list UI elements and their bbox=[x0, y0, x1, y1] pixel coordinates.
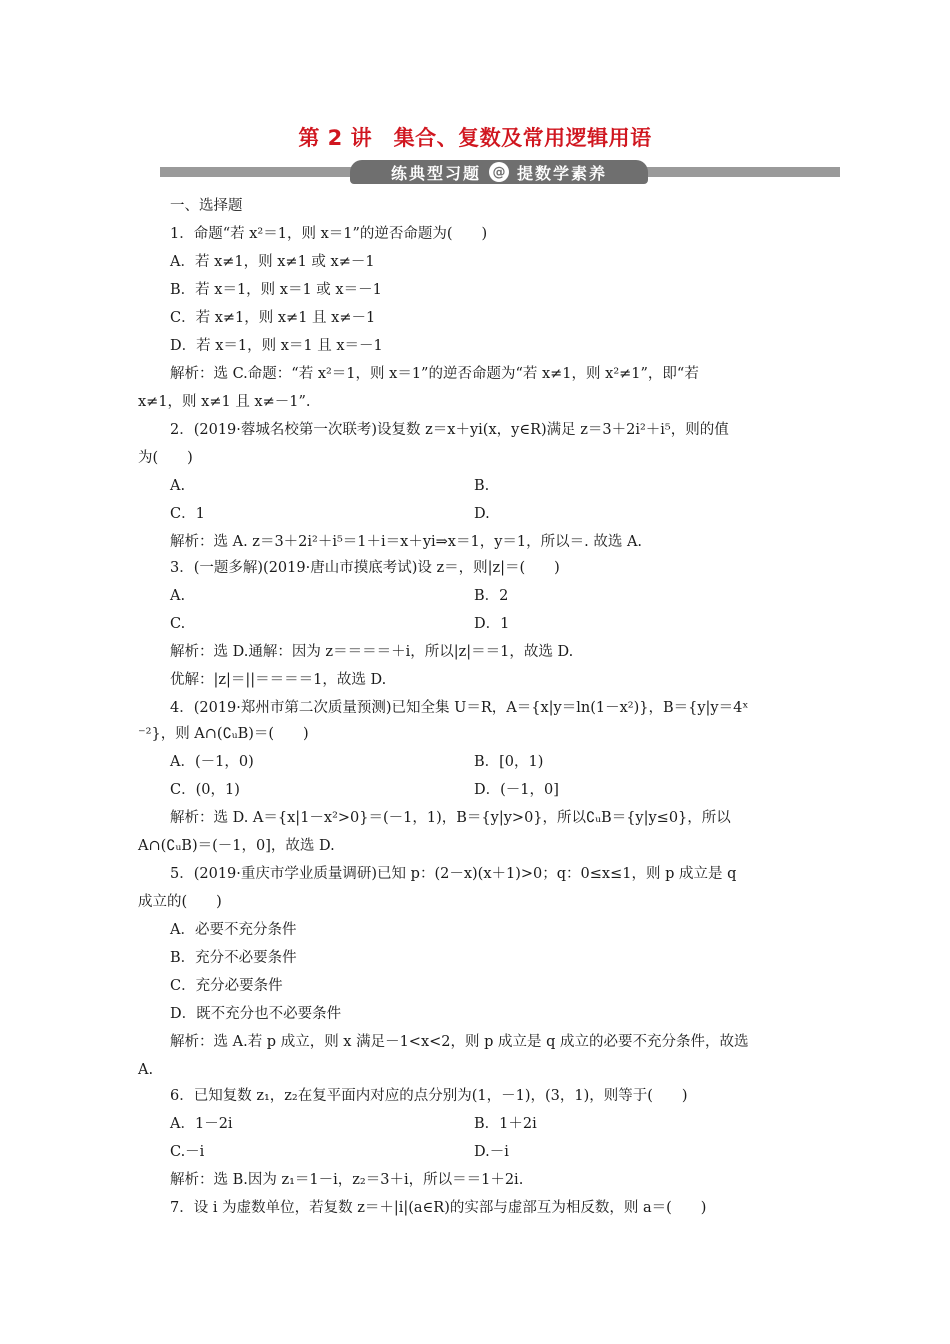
q3-analysis-line1: 解析：选 D.通解：因为 z＝＝＝＝＋i，所以|z|＝＝1，故选 D. bbox=[170, 644, 574, 660]
q2-analysis: 解析：选 A. z＝3＋2i²＋i⁵＝1＋i＝x＋yi⇒x＝1，y＝1，所以＝. 故选 A. bbox=[170, 534, 643, 550]
q6-option-d: D.－i bbox=[474, 1144, 509, 1160]
q1-option-a: A．若 x≠1，则 x≠1 或 x≠－1 bbox=[170, 254, 375, 270]
q4-stem-line2: ⁻²}，则 A∩(∁ᵤB)＝( ) bbox=[138, 726, 309, 742]
q5-option-c: C．充分必要条件 bbox=[170, 978, 283, 994]
q2-option-a: A. bbox=[170, 478, 186, 494]
q4-analysis-line2: A∩(∁ᵤB)＝(－1，0]，故选 D. bbox=[138, 838, 335, 854]
q7-stem: 7．设 i 为虚数单位，若复数 z＝＋|i|(a∈R)的实部与虚部互为相反数，则 a＝( ) bbox=[170, 1200, 707, 1216]
page-title: 第 2 讲 集合、复数及常用逻辑用语 bbox=[298, 126, 652, 150]
q4-option-b: B．[0，1) bbox=[474, 754, 544, 770]
banner-right-text: 提数学素养 bbox=[517, 163, 608, 183]
q3-stem: 3．(一题多解)(2019·唐山市摸底考试)设 z＝，则|z|＝( ) bbox=[170, 560, 560, 576]
q4-option-d: D．(－1，0] bbox=[474, 782, 559, 798]
q6-stem: 6．已知复数 z₁，z₂在复平面内对应的点分别为(1，－1)，(3，1)，则等于( ) bbox=[170, 1088, 688, 1104]
section-banner bbox=[160, 160, 840, 182]
q1-option-c: C．若 x≠1，则 x≠1 且 x≠－1 bbox=[170, 310, 376, 326]
q1-option-b: B．若 x＝1，则 x＝1 或 x＝－1 bbox=[170, 282, 382, 298]
q5-stem-line1: 5．(2019·重庆市学业质量调研)已知 p：(2－x)(x＋1)>0；q：0≤x≤1，则 p 成立是 q bbox=[170, 866, 737, 882]
q6-option-b: B．1＋2i bbox=[474, 1116, 537, 1132]
q2-stem-line1: 2．(2019·蓉城名校第一次联考)设复数 z＝x＋yi(x，y∈R)满足 z＝3＋2i²＋i⁵，则的值 bbox=[170, 422, 729, 438]
q1-stem: 1．命题“若 x²＝1，则 x＝1”的逆否命题为( ) bbox=[170, 226, 488, 242]
q4-option-a: A．(－1，0) bbox=[170, 754, 254, 770]
q1-analysis-line1: 解析：选 C.命题：“若 x²＝1，则 x＝1”的逆否命题为“若 x≠1，则 x²≠1”，即“若 bbox=[170, 366, 699, 382]
q3-option-c: C. bbox=[170, 616, 186, 632]
q3-option-a: A. bbox=[170, 588, 186, 604]
q4-stem-line1: 4．(2019·郑州市第二次质量预测)已知全集 U＝R，A＝{x|y＝ln(1－x²)}，B＝{y|y＝4ˣ bbox=[170, 700, 749, 716]
q2-stem-line2: 为( ) bbox=[138, 450, 193, 466]
q1-analysis-line2: x≠1，则 x≠1 且 x≠－1”. bbox=[138, 394, 311, 410]
banner-left-text: 练典型习题 bbox=[390, 163, 481, 183]
q2-option-b: B. bbox=[474, 478, 490, 494]
q1-option-d: D．若 x＝1，则 x＝1 且 x＝－1 bbox=[170, 338, 383, 354]
q3-analysis-line2: 优解：|z|＝||＝＝＝＝1，故选 D. bbox=[170, 672, 387, 688]
q5-analysis-line1: 解析：选 A.若 p 成立，则 x 满足－1<x<2，则 p 成立是 q 成立的必要不充分条件，故选 bbox=[170, 1034, 749, 1050]
q5-analysis-line2: A. bbox=[138, 1062, 154, 1078]
q4-analysis-line1: 解析：选 D. A＝{x|1－x²>0}＝(－1，1)，B＝{y|y>0}，所以∁ᵤB＝{y|y≤0}，所以 bbox=[170, 810, 731, 826]
q5-stem-line2: 成立的( ) bbox=[138, 894, 222, 910]
q3-option-d: D．1 bbox=[474, 616, 510, 632]
q3-option-b: B．2 bbox=[474, 588, 509, 604]
banner-badge-icon: @ bbox=[489, 162, 509, 182]
banner-pill bbox=[350, 160, 648, 184]
q5-option-d: D．既不充分也不必要条件 bbox=[170, 1006, 342, 1022]
q2-option-d: D. bbox=[474, 506, 490, 522]
q6-analysis: 解析：选 B.因为 z₁＝1－i，z₂＝3＋i，所以＝＝1＋2i. bbox=[170, 1172, 524, 1188]
q4-option-c: C．(0，1) bbox=[170, 782, 240, 798]
q6-option-c: C.－i bbox=[170, 1144, 205, 1160]
q2-option-c: C．1 bbox=[170, 506, 205, 522]
section-heading: 一、选择题 bbox=[170, 198, 243, 214]
q5-option-a: A．必要不充分条件 bbox=[170, 922, 297, 938]
q6-option-a: A．1－2i bbox=[170, 1116, 233, 1132]
q5-option-b: B．充分不必要条件 bbox=[170, 950, 297, 966]
